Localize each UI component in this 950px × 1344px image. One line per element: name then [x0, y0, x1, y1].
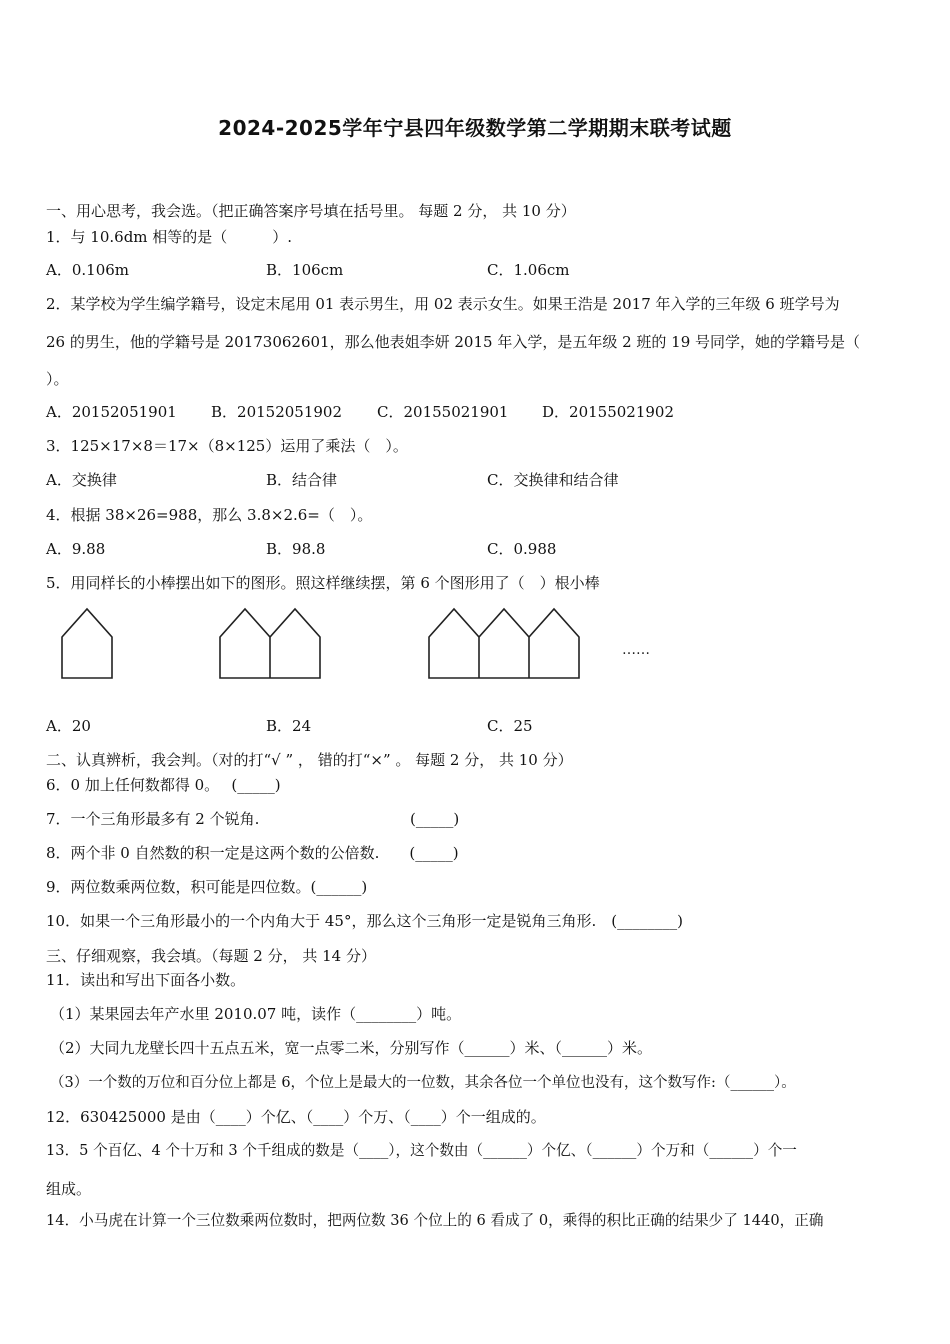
house-shape-1 [62, 609, 112, 678]
question-5: 5．用同样长的小棒摆出如下的图形。照这样继续摆，第 6 个图形用了（ ）根小棒 [46, 574, 600, 592]
question-11: 11．读出和写出下面各小数。 [46, 971, 246, 989]
question-2-line-1: 2．某学校为学生编学籍号，设定末尾用 01 表示男生，用 02 表示女生。如果王浩是 2017 年入学的三年级 6 班学号为 [46, 295, 840, 313]
option-d: D．20155021902 [542, 403, 675, 421]
option-a: A．9.88 [46, 540, 106, 558]
ellipsis: …… [622, 642, 650, 658]
option-c: C．1.06cm [487, 261, 570, 279]
option-b: B．20152051902 [211, 403, 343, 421]
question-10: 10．如果一个三角形最小的一个内角大于 45°，那么这个三角形一定是锐角三角形. (________) [46, 912, 683, 930]
question-3: 3．125×17×8＝17×（8×125）运用了乘法（ ）。 [46, 437, 408, 455]
question-13-line-2: 组成。 [46, 1180, 92, 1198]
question-11-part-2: （2）大同九龙壁长四十五点五米，宽一点零二米，分别写作（______）米、（______）米。 [50, 1039, 653, 1057]
question-11-part-1: （1）某果园去年产水里 2010.07 吨，读作（________）吨。 [50, 1005, 462, 1023]
option-a: A．20 [46, 717, 91, 735]
question-14: 14．小马虎在计算一个三位数乘两位数时，把两位数 36 个位上的 6 看成了 0，乘得的积比正确的结果少了 1440，正确 [46, 1212, 824, 1229]
option-b: B．24 [266, 717, 312, 735]
question-2-line-3: ）。 [46, 370, 69, 388]
option-a: A．0.106m [46, 261, 129, 279]
section-1-heading: 一、用心思考，我会选。（把正确答案序号填在括号里。 每题 2 分， 共 10 分） [46, 202, 576, 220]
question-7-blank: (_____) [410, 810, 460, 828]
house-sticks-figure [40, 600, 680, 700]
option-c: C．交换律和结合律 [487, 471, 619, 489]
question-12: 12．630425000 是由（____）个亿、（____）个万、（____）个一组成的。 [46, 1108, 546, 1126]
house-shape-2 [220, 609, 320, 678]
question-11-part-3: （3）一个数的万位和百分位上都是 6，个位上是最大的一位数，其余各位一个单位也没有，这个数写作:（______）。 [50, 1075, 796, 1091]
option-b: B．106cm [266, 261, 344, 279]
question-6: 6．0 加上任何数都得 0。 (_____) [46, 776, 281, 794]
question-13-line-1: 13．5 个百亿、4 个十万和 3 个千组成的数是（____），这个数由（______）个亿、（______）个万和（______）个一 [46, 1142, 797, 1159]
question-9: 9．两位数乘两位数，积可能是四位数。(______) [46, 878, 368, 896]
option-b: B．98.8 [266, 540, 326, 558]
question-1: 1．与 10.6dm 相等的是（ ）. [46, 228, 293, 246]
option-a: A．20152051901 [46, 403, 177, 421]
house-shape-3 [429, 609, 579, 678]
option-a: A．交换律 [46, 471, 117, 489]
option-c: C．25 [487, 717, 533, 735]
page-title: 2024-2025学年宁县四年级数学第二学期期末联考试题 [218, 116, 732, 140]
option-c: C．20155021901 [377, 403, 509, 421]
option-b: B．结合律 [266, 471, 338, 489]
option-c: C．0.988 [487, 540, 557, 558]
question-4: 4．根据 38×26=988，那么 3.8×2.6=（ ）。 [46, 506, 373, 524]
question-8: 8．两个非 0 自然数的积一定是这两个数的公倍数. (_____) [46, 844, 459, 862]
question-2-line-2: 26 的男生，他的学籍号是 20173062601，那么他表姐李妍 2015 年入学，是五年级 2 班的 19 号同学，她的学籍号是（ [46, 333, 861, 351]
section-2-heading: 二、认真辨析，我会判。（对的打“√ ” ， 错的打“×” 。 每题 2 分， 共 10 分） [46, 751, 573, 769]
question-7: 7．一个三角形最多有 2 个锐角. [46, 810, 260, 828]
section-3-heading: 三、仔细观察，我会填。（每题 2 分， 共 14 分） [46, 947, 376, 965]
